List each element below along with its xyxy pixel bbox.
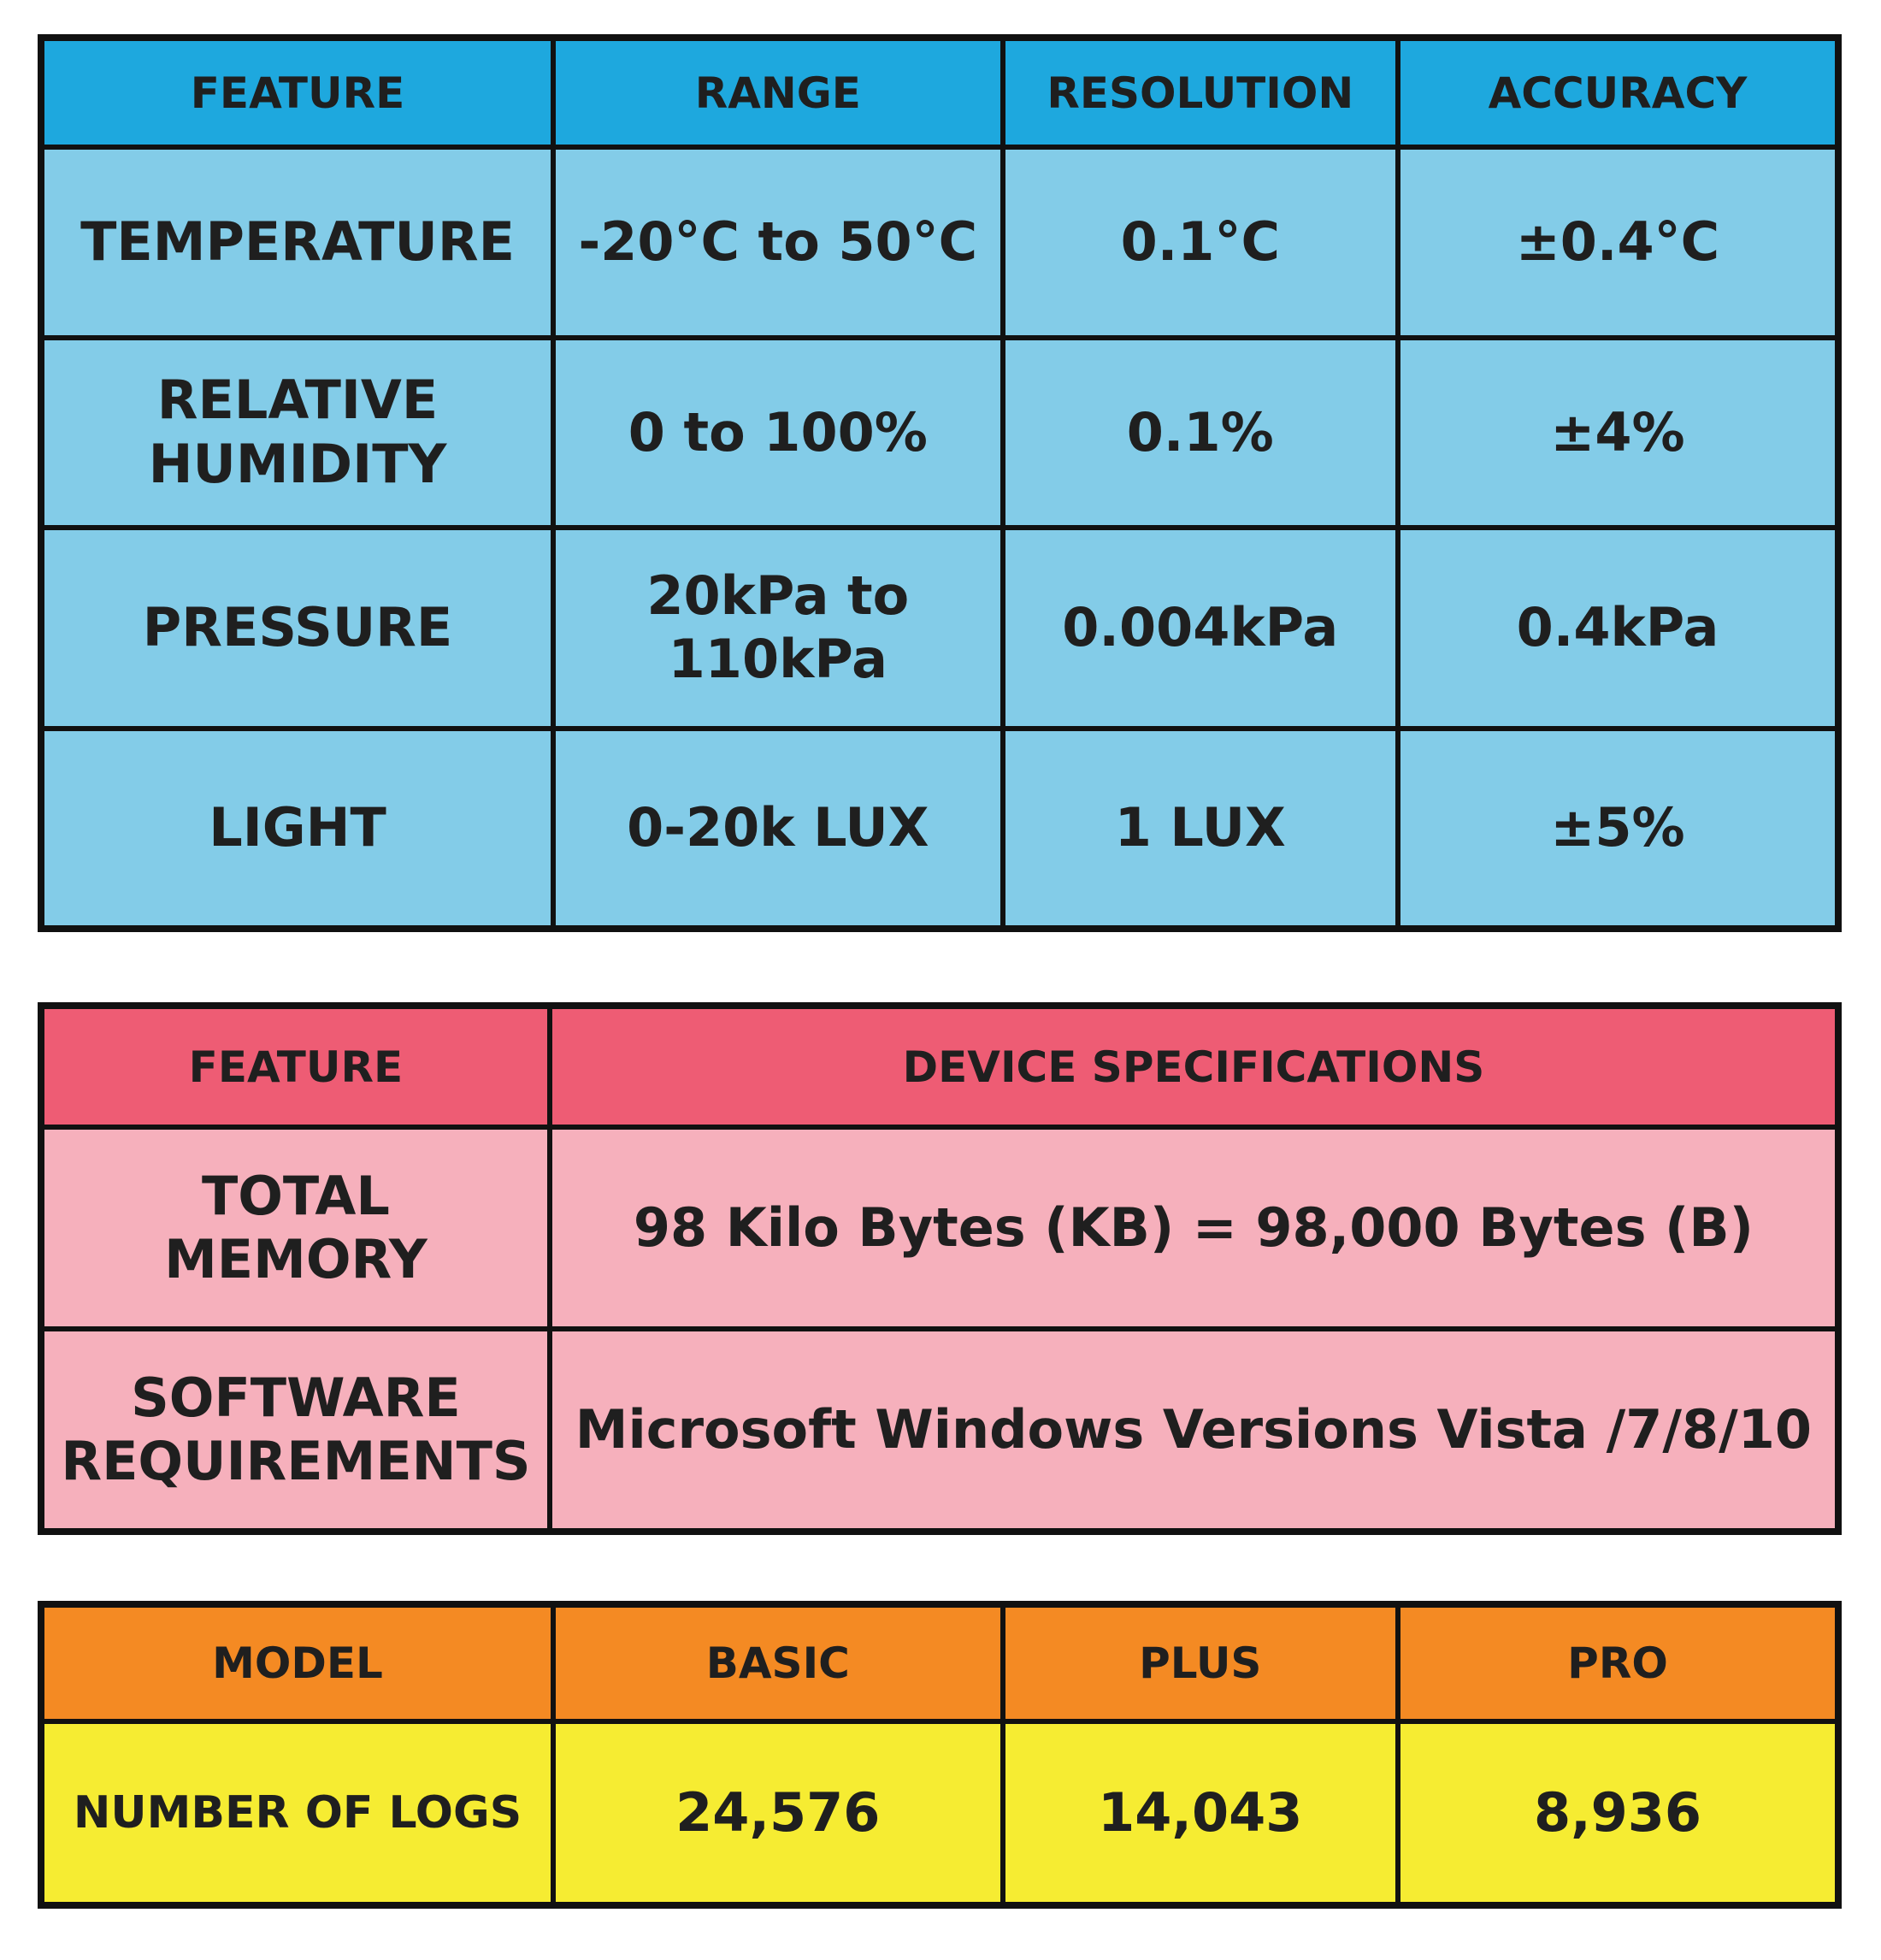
table-header-row — [41, 38, 1838, 147]
range-cell: 0-20k LUX — [553, 729, 1003, 930]
column-header-basic: BASIC — [553, 1604, 1003, 1721]
range-cell: 0 to 100% — [553, 338, 1003, 528]
resolution-cell: 0.1°C — [1003, 147, 1398, 337]
accuracy-cell: ±5% — [1398, 729, 1838, 930]
device-spec-table — [38, 1002, 1842, 1535]
range-cell: -20°C to 50°C — [553, 147, 1003, 337]
accuracy-cell: ±4% — [1398, 338, 1838, 528]
column-header-pro: PRO — [1398, 1604, 1838, 1721]
column-header-model: MODEL — [41, 1604, 553, 1721]
table-row-total-memory — [41, 1127, 1838, 1329]
column-header-feature: FEATURE — [41, 38, 553, 147]
column-header-feature: FEATURE — [41, 1006, 550, 1127]
table-row-software-requirements — [41, 1329, 1838, 1532]
feature-cell: RELATIVE HUMIDITY — [41, 338, 553, 528]
table-row-number-of-logs — [41, 1721, 1838, 1905]
table-header-row — [41, 1604, 1838, 1721]
sensor-spec-table — [38, 34, 1842, 932]
table-row-humidity — [41, 338, 1838, 528]
feature-cell: PRESSURE — [41, 528, 553, 728]
accuracy-cell: 0.4kPa — [1398, 528, 1838, 728]
row-label-cell: NUMBER OF LOGS — [41, 1721, 553, 1905]
column-header-range: RANGE — [553, 38, 1003, 147]
table-row-light — [41, 729, 1838, 930]
basic-logs-cell: 24,576 — [553, 1721, 1003, 1905]
resolution-cell: 0.1% — [1003, 338, 1398, 528]
column-header-resolution: RESOLUTION — [1003, 38, 1398, 147]
feature-cell: LIGHT — [41, 729, 553, 930]
specification-cell: 98 Kilo Bytes (KB) = 98,000 Bytes (B) — [550, 1127, 1838, 1329]
table-row-pressure — [41, 528, 1838, 728]
table-header-row — [41, 1006, 1838, 1127]
column-header-device-specifications: DEVICE SPECIFICATIONS — [550, 1006, 1838, 1127]
accuracy-cell: ±0.4°C — [1398, 147, 1838, 337]
resolution-cell: 0.004kPa — [1003, 528, 1398, 728]
feature-cell: TOTAL MEMORY — [41, 1127, 550, 1329]
column-header-accuracy: ACCURACY — [1398, 38, 1838, 147]
feature-cell: TEMPERATURE — [41, 147, 553, 337]
plus-logs-cell: 14,043 — [1003, 1721, 1398, 1905]
pro-logs-cell: 8,936 — [1398, 1721, 1838, 1905]
table-row-temperature — [41, 147, 1838, 337]
model-logs-table — [38, 1601, 1842, 1909]
feature-cell: SOFTWARE REQUIREMENTS — [41, 1329, 550, 1532]
resolution-cell: 1 LUX — [1003, 729, 1398, 930]
column-header-plus: PLUS — [1003, 1604, 1398, 1721]
specification-cell: Microsoft Windows Versions Vista /7/8/10 — [550, 1329, 1838, 1532]
range-cell: 20kPa to 110kPa — [553, 528, 1003, 728]
